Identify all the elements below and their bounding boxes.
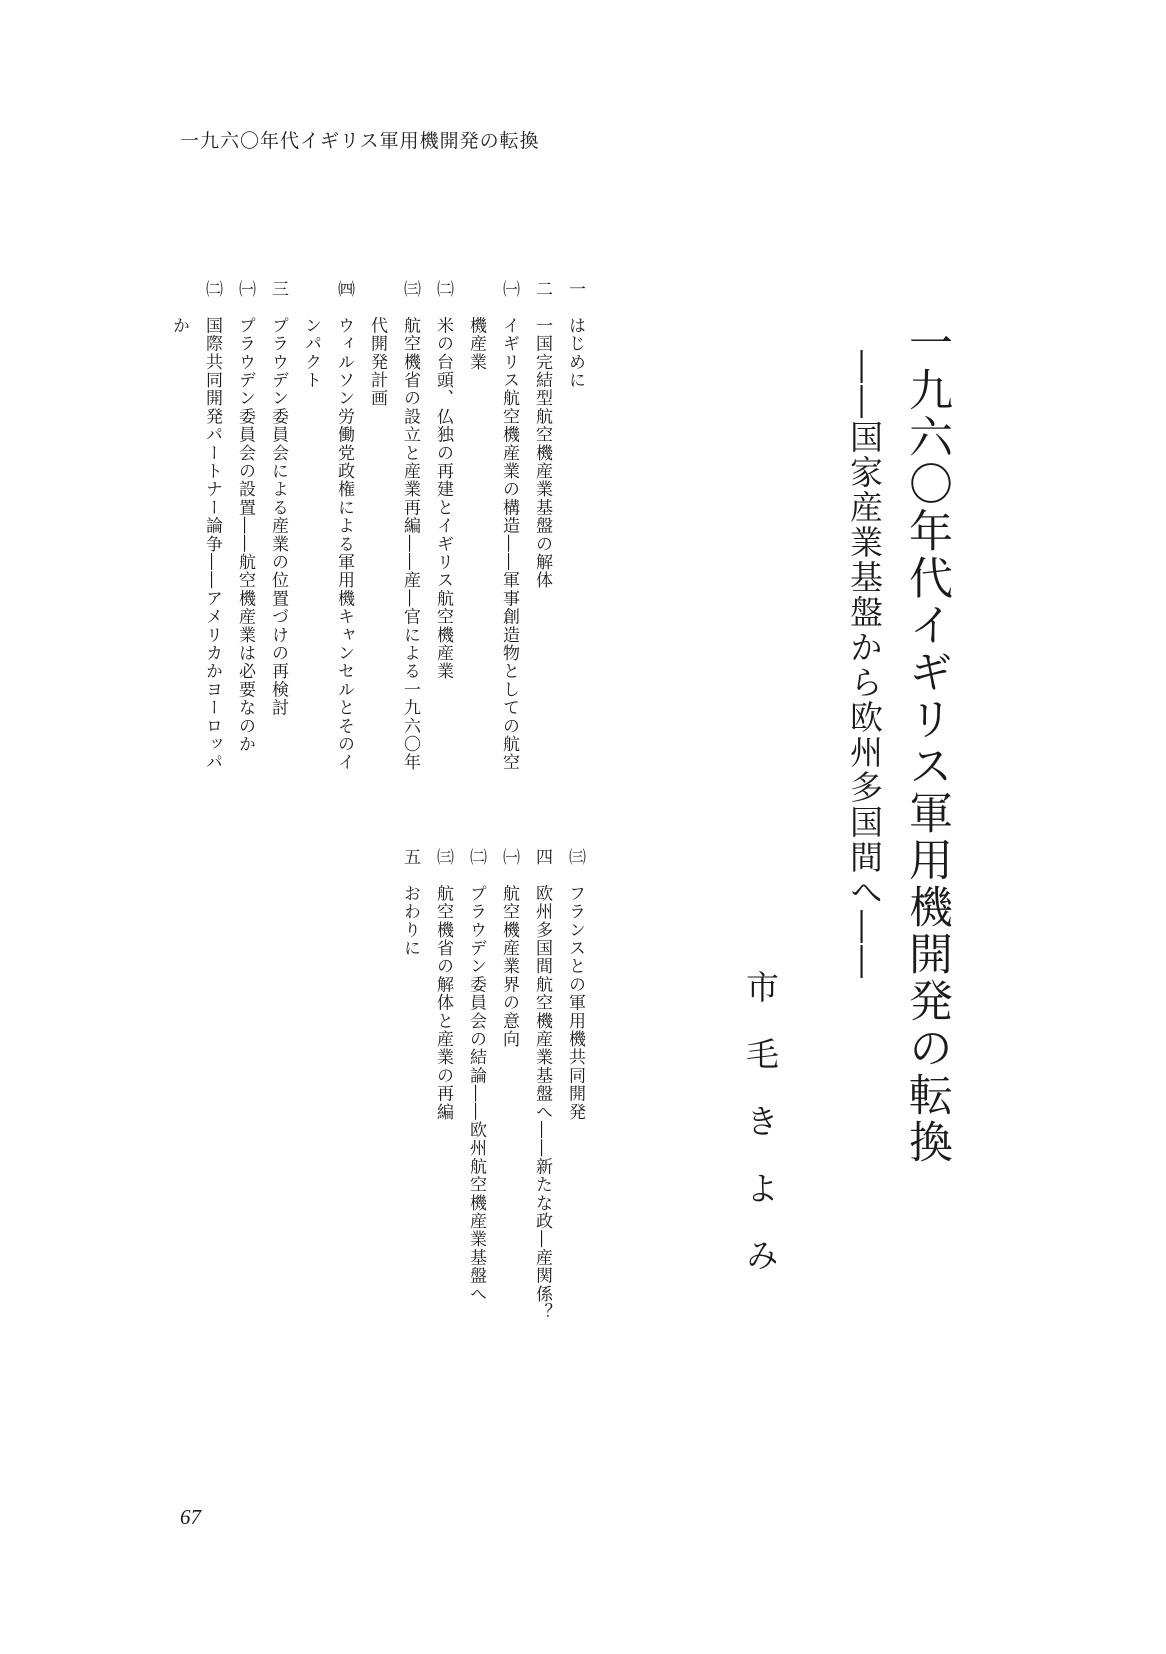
toc-entry: ㈣ ウィルソン労働党政権による軍用機キャンセルとそのイ bbox=[334, 280, 354, 772]
toc-entry: ㈡ 米の台頭、仏独の再建とイギリス航空機産業 bbox=[433, 280, 453, 681]
toc-entry: 二 一国完結型航空機産業基盤の解体 bbox=[532, 280, 552, 590]
toc-entry: 一 はじめに bbox=[565, 280, 585, 390]
toc-entry: 代開発計画 bbox=[367, 280, 387, 408]
running-head: 一九六〇年代イギリス軍用機開発の転換 bbox=[180, 130, 540, 152]
toc-entry: ㈢ 航空機省の解体と産業の再編 bbox=[433, 848, 453, 1121]
toc-entry: ㈠ 航空機産業界の意向 bbox=[499, 848, 519, 1049]
article-title: 一九六〇年代イギリス軍用機開発の転換 bbox=[901, 320, 952, 1166]
toc-entry: ㈠ イギリス航空機産業の構造――軍事創造物としての航空 bbox=[499, 280, 519, 772]
toc-entry: ㈠ プラウデン委員会の設置――航空機産業は必要なのか bbox=[235, 280, 255, 754]
toc-entry: ㈡ 国際共同開発パートナー論争――アメリカかヨーロッパ bbox=[202, 280, 222, 772]
toc-entry: 三 プラウデン委員会による産業の位置づけの再検討 bbox=[268, 280, 288, 717]
toc-entry: 四 欧州多国間航空機産業基盤へ――新たな政―産関係？ bbox=[532, 848, 552, 1322]
toc-entry: 五 おわりに bbox=[400, 848, 420, 958]
toc-entry: ㈢ 航空機省の設立と産業再編――産―官による一九六〇年 bbox=[400, 280, 420, 772]
page-number: 67 bbox=[180, 1505, 201, 1529]
toc-entry: 機産業 bbox=[466, 280, 486, 371]
toc-entry: ㈢ フランスとの軍用機共同開発 bbox=[565, 848, 585, 1121]
article-subtitle: ――国家産業基盤から欧州多国間へ―― bbox=[845, 350, 884, 980]
toc-entry: か bbox=[169, 280, 189, 335]
toc-entry: ンパクト bbox=[301, 280, 321, 390]
toc-entry: ㈡ プラウデン委員会の結論――欧州航空機産業基盤へ bbox=[466, 848, 486, 1303]
author-name: 市毛きよみ bbox=[741, 970, 780, 1305]
